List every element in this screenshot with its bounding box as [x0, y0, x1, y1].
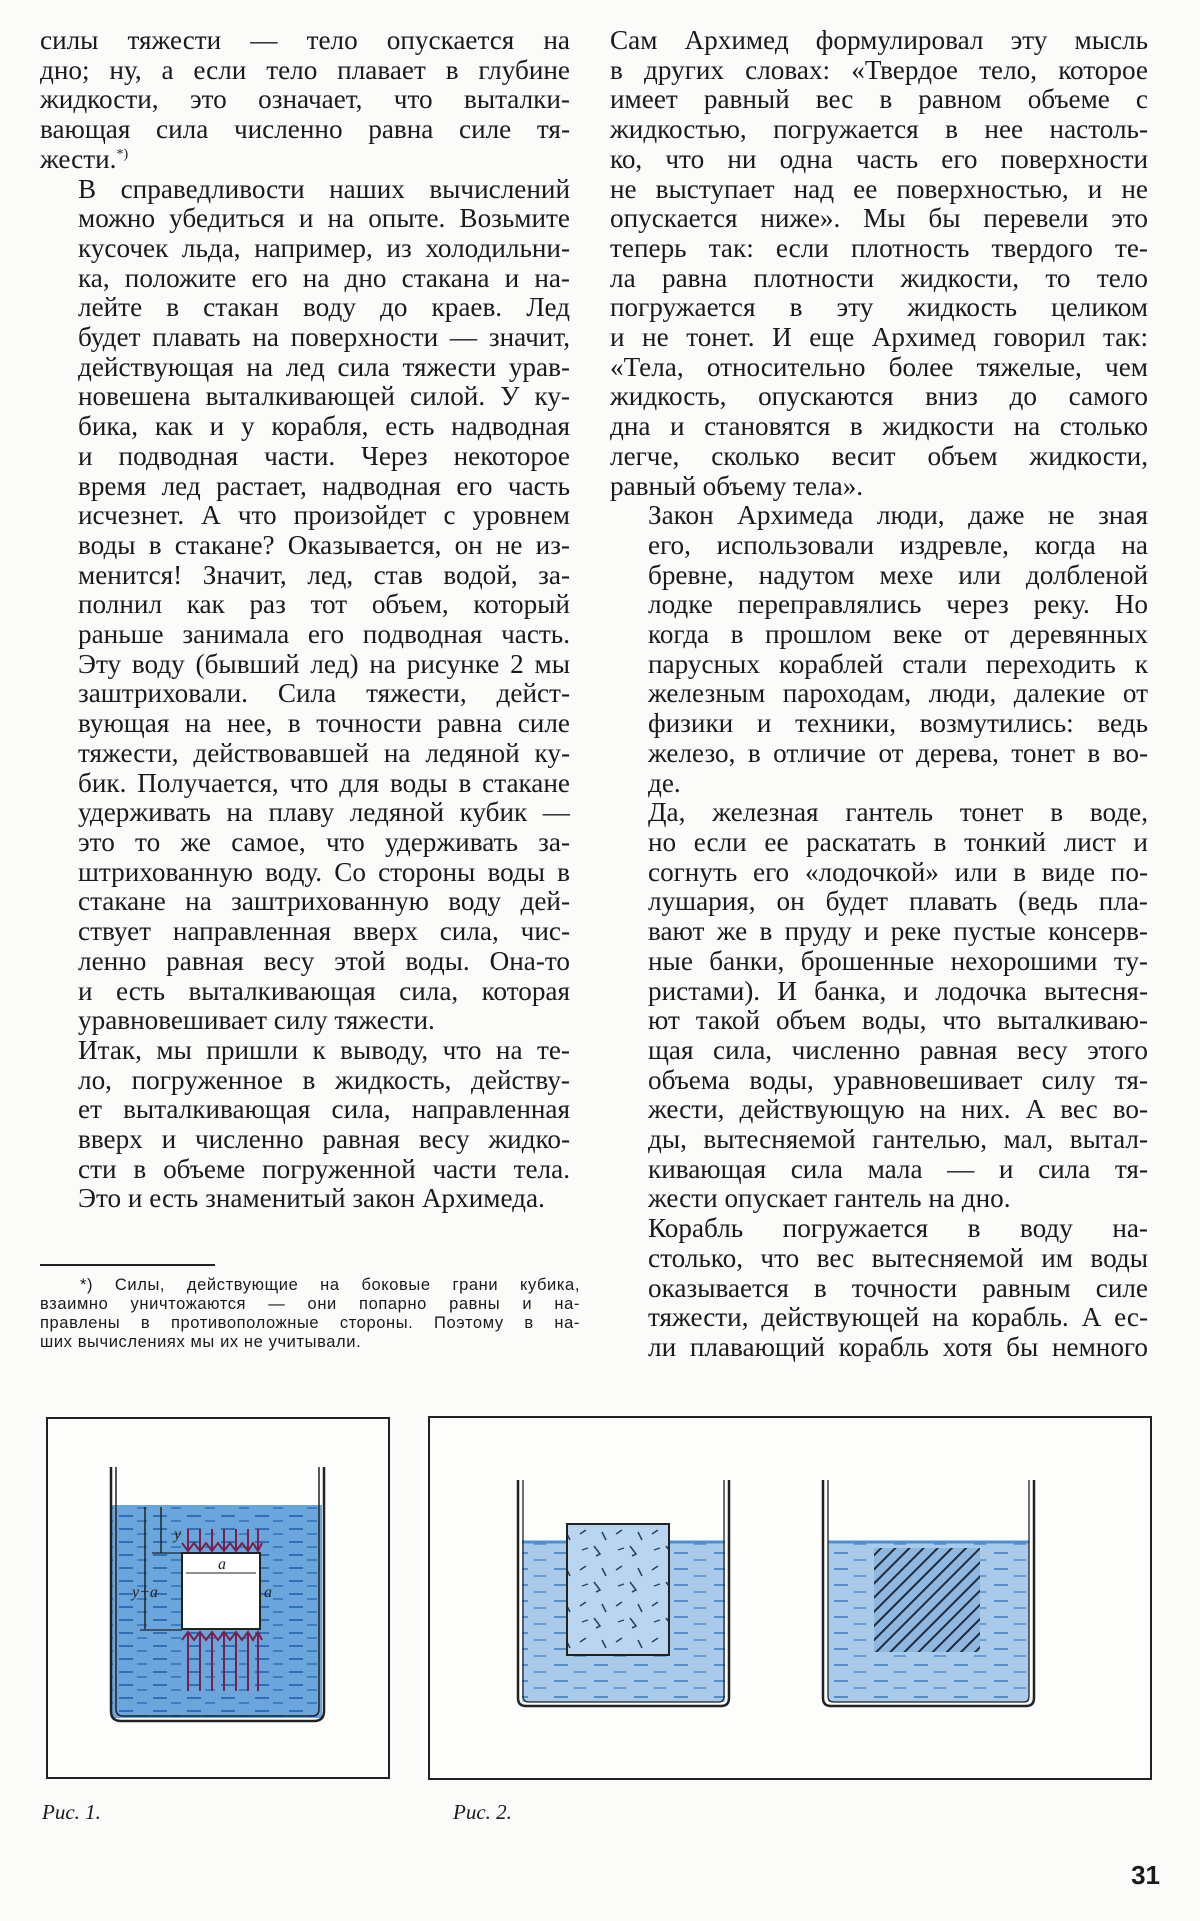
text-line: вающая сила численно равна силе тя-: [40, 114, 570, 145]
text-line: и подводная части. Через некоторое: [78, 440, 570, 471]
text-line: но если ее раскатать в тонкий лист и: [648, 826, 1148, 857]
text-line: вверх и численно равная весу жидко-: [78, 1124, 570, 1155]
text-line: оказывается в точности равным силе: [648, 1272, 1148, 1303]
text-line: щая сила, численно равная весу этого: [648, 1034, 1148, 1065]
text-line: вают же в пруду и реке пустые консерв-: [648, 916, 1148, 947]
text-line: жести, действующую на них. А вес во-: [648, 1094, 1148, 1125]
text-line: ло, погруженное в жидкость, действу-: [78, 1064, 570, 1095]
ice-cube-beakers-diagram: [430, 1418, 1150, 1778]
text-line: погружается в эту жидкость целиком: [610, 292, 1148, 323]
footnote-mark[interactable]: *): [116, 146, 129, 162]
footnote-line: взаимно уничтожаются — они попарно равны и на-: [40, 1295, 580, 1313]
text-line: жидкостью, погружается в нее настоль-: [610, 114, 1148, 145]
text-line: его, использовали издревле, когда на: [648, 529, 1148, 560]
footnote-divider: [40, 1264, 215, 1266]
text-line: ко, что ни одна часть его поверхности: [610, 143, 1148, 174]
label-a-top: a: [218, 1556, 226, 1573]
text-line: столько, что вес вытесняемой им воды: [648, 1242, 1148, 1273]
text-line: Да, железная гантель тонет в воде,: [648, 797, 1148, 828]
text-line: равный объему тела».: [610, 470, 864, 501]
footnote-line: правлены в противоположные стороны. Поэтому в на-: [40, 1314, 580, 1332]
text-line: физики и техники, возмутились: ведь: [648, 708, 1148, 739]
text-line: ка, положите его на дно стакана и на-: [78, 262, 570, 293]
text-line: лейте в стакан воду до краев. Лед: [78, 292, 570, 323]
text-line: это то же самое, что удерживать за-: [78, 826, 570, 857]
text-line: де.: [648, 767, 681, 798]
text-line: В справедливости наших вычислений: [78, 173, 570, 204]
text-line: железо, в отличие от дерева, тонет в во-: [648, 737, 1148, 768]
text-line: «Тела, относительно более тяжелые, чем: [610, 351, 1148, 382]
paragraph-3: [610, 798, 1148, 1214]
text-line: Это и есть знаменитый закон Архимеда.: [78, 1183, 545, 1214]
page-number: 31: [1131, 1860, 1160, 1890]
text-line: заштриховали. Сила тяжести, дейст-: [78, 678, 570, 709]
text-line: новешена выталкивающей силой. У ку-: [78, 381, 570, 412]
text-line: ды, вытесняемой гантелью, мал, вытал-: [648, 1124, 1148, 1155]
text-line: лушария, он будет плавать (ведь пла-: [648, 886, 1148, 917]
text-line: тяжести, действовавшей на ледяной ку-: [78, 737, 570, 768]
text-line: имеет равный вес в равном объеме с: [610, 84, 1148, 115]
text-line: жидкость, опускаются вниз до самого: [610, 381, 1148, 412]
text-line: [40, 145, 570, 175]
figure-1-caption: Рис. 1.: [42, 1800, 101, 1824]
text-line: силы тяжести — тело опускается на: [40, 25, 570, 55]
text-line: ристами). И банка, и лодочка вытесня-: [648, 975, 1148, 1006]
text-line: ствует направленная вверх сила, чис-: [78, 916, 570, 947]
label-a-side: a: [264, 1584, 272, 1601]
text-line: согнуть его «лодочкой» или в виде по-: [648, 856, 1148, 887]
paragraph-1: [40, 26, 570, 175]
text-line: жести опускает гантель на дно.: [648, 1183, 1011, 1214]
text-line: кивающая сила мала — и сила тя-: [648, 1153, 1148, 1184]
text-line: уравновешивает силу тяжести.: [78, 1005, 435, 1036]
text-line: ные банки, брошенные нехорошими ту-: [648, 945, 1148, 976]
text-line: дна и становятся в жидкости на столько: [610, 411, 1148, 442]
footnote-line: *) Силы, действующие на боковые грани кубика,: [80, 1276, 580, 1294]
text-line: бик. Получается, что для воды в стакане: [78, 767, 570, 798]
text-line: сти в объеме погруженной части тела.: [78, 1153, 570, 1184]
text-line: ла равна плотности жидкости, то тело: [610, 262, 1148, 293]
text-line: парусных кораблей стали переходить к: [648, 648, 1148, 679]
text-line: бика, как и у корабля, есть надводная: [78, 411, 570, 442]
text-line: вующая на нее, в точности равна силе: [78, 708, 570, 739]
text-line: железным пароходам, люди, далекие от: [648, 678, 1148, 709]
text-line: действующая на лед сила тяжести урав-: [78, 351, 570, 382]
text-line: исчезнет. А что произойдет с уровнем: [78, 500, 570, 531]
text-line: дно; ну, а если тело плавает в глубине: [40, 54, 570, 85]
text-line: штрихованную воду. Со стороны воды в: [78, 856, 570, 887]
text-line: стакане на заштрихованную воду дей-: [78, 886, 570, 917]
text-line: Эту воду (бывший лед) на рисунке 2 мы: [78, 648, 570, 679]
text-line: теперь так: если плотность твердого те-: [610, 232, 1148, 263]
text-line: удерживать на плаву ледяной кубик —: [78, 797, 570, 828]
text-line: ет выталкивающая сила, направленная: [78, 1094, 570, 1125]
text-line: не выступает над ее поверхностью, и не: [610, 173, 1148, 204]
text-line: ют такой объем воды, что выталкиваю-: [648, 1005, 1148, 1036]
footnote: [40, 1276, 580, 1352]
footnote-line: ших вычислениях мы их не учитывали.: [40, 1333, 362, 1351]
text-line: кусочек льда, например, из холодильни-: [78, 232, 570, 263]
paragraph-2: [40, 175, 570, 1036]
text-line: время лед растает, надводная его часть: [78, 470, 570, 501]
ice-cube: [567, 1524, 669, 1655]
text-line: лодке переправлялись через реку. Но: [648, 589, 1148, 620]
text-line: в других словах: «Твердое тело, которое: [610, 54, 1148, 85]
text-line: Итак, мы пришли к выводу, что на те-: [78, 1034, 570, 1065]
text-line: Корабль погружается в воду на-: [648, 1213, 1148, 1244]
text-line: воды в стакане? Оказывается, он не из-: [78, 529, 570, 560]
text-line: и не тонет. И еще Архимед говорил так:: [610, 322, 1148, 353]
label-y-plus-a: y+a: [132, 1584, 158, 1601]
paragraph-1: [610, 26, 1148, 501]
text-line: объема воды, уравновешивает силу тя-: [648, 1064, 1148, 1095]
text-line: можно убедиться и на опыте. Возьмите: [78, 203, 570, 234]
text-line: Закон Архимеда люди, даже не зная: [648, 500, 1148, 531]
text-line: Сам Архимед формулировал эту мысль: [610, 25, 1148, 55]
text-line: жидкости, это означает, что выталки-: [40, 84, 570, 115]
paragraph-4: [610, 1214, 1148, 1363]
text-line: бревне, надутом мехе или долбленой: [648, 559, 1148, 590]
text-fragment: жести.: [40, 143, 117, 174]
paragraph-3: [40, 1036, 570, 1214]
left-column: [40, 26, 570, 1214]
text-line: тяжести, действующей на корабль. А ес-: [648, 1302, 1148, 1333]
text-line: будет плавать на поверхности — значит,: [78, 322, 570, 353]
figure-1: [46, 1417, 390, 1779]
text-line: раньше занимала его подводная часть.: [78, 619, 570, 650]
text-line: ленно равная весу этой воды. Она-то: [78, 945, 570, 976]
text-line: легче, сколько весит объем жидкости,: [610, 440, 1148, 471]
text-line: полнил как раз тот объем, который: [78, 589, 570, 620]
text-line: ли плавающий корабль хотя бы немного: [648, 1331, 1148, 1362]
text-line: когда в прошлом веке от деревянных: [648, 619, 1148, 650]
figure-2: [428, 1416, 1152, 1780]
text-line: и есть выталкивающая сила, которая: [78, 975, 570, 1006]
paragraph-2: [610, 501, 1148, 798]
beaker-pressure-diagram: [48, 1419, 388, 1777]
hatched-melted-water: [874, 1548, 980, 1652]
text-line: менится! Значит, лед, став водой, за-: [78, 559, 570, 590]
figure-2-caption: Рис. 2.: [453, 1800, 512, 1824]
right-column: [610, 26, 1148, 1363]
text-line: опускается ниже». Мы бы перевели это: [610, 203, 1148, 234]
label-y: y: [174, 1526, 182, 1543]
